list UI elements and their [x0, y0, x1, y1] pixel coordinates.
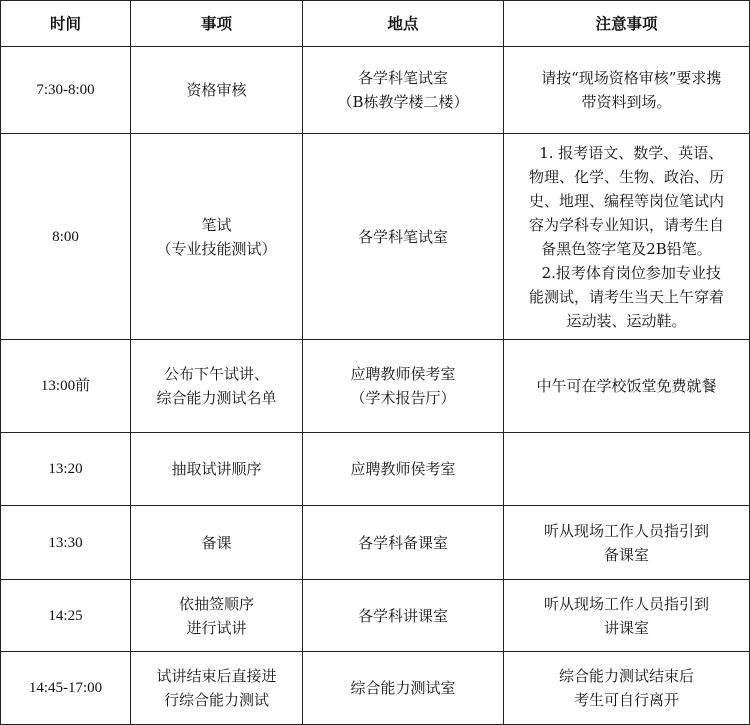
item-cell: [131, 340, 303, 433]
time-cell: 7:30-8:00: [1, 47, 131, 134]
time-cell: 13:00前: [1, 340, 131, 433]
time-cell: 13:20: [1, 433, 131, 506]
notes-line: 请按“现场资格审核”要求携: [531, 69, 722, 87]
notes-line: 物理、化学、生物、政治、历: [528, 167, 724, 186]
time-cell: 13:30: [1, 506, 131, 580]
notes-line: 听从现场工作人员指引到: [543, 521, 709, 540]
item-cell: [131, 47, 303, 134]
notes-line: 备课室: [603, 545, 649, 564]
notes-line: 带资料到场。: [581, 93, 672, 111]
item-line: 公布下午试讲、: [163, 365, 269, 383]
notes-cell: [504, 506, 750, 580]
header-row: [1, 1, 750, 47]
notes-line: 听从现场工作人员指引到: [543, 594, 709, 613]
header-notes: 注意事项: [504, 1, 750, 47]
location-cell: [303, 580, 504, 652]
item-line: 备课: [201, 533, 232, 552]
time-cell: 8:00: [1, 134, 131, 340]
location-line: 各学科备课室: [357, 533, 448, 552]
location-line: 应聘教师侯考室: [350, 460, 456, 478]
location-line: （B栋教学楼二楼）: [337, 93, 469, 111]
item-line: 依抽签顺序: [178, 594, 254, 613]
location-line: 应聘教师侯考室: [350, 365, 456, 383]
notes-line: 容为学科专业知识，请考生自: [528, 215, 724, 234]
table-row: [1, 134, 750, 340]
location-cell: [303, 340, 504, 433]
location-line: 综合能力测试室: [350, 679, 456, 697]
notes-line: 运动装、运动鞋。: [566, 311, 687, 330]
item-cell: [131, 506, 303, 580]
item-line: 试讲结束后直接进: [156, 667, 277, 685]
item-line: 行综合能力测试: [163, 691, 269, 709]
header-time: 时间: [1, 1, 131, 47]
notes-cell: [504, 47, 750, 134]
table-row: [1, 47, 750, 134]
notes-cell: [504, 134, 750, 340]
notes-line: 1. 报考语文、数学、英语、: [529, 143, 724, 162]
notes-cell-empty: [504, 433, 750, 506]
table-row: [1, 433, 750, 506]
notes-line: 中午可在学校饭堂免费就餐: [536, 377, 717, 395]
table-row: [1, 340, 750, 433]
table-row: [1, 652, 750, 725]
item-line: 进行试讲: [186, 618, 247, 637]
time-cell: 14:25: [1, 580, 131, 652]
location-line: 各学科笔试室: [357, 227, 448, 246]
location-cell: [303, 134, 504, 340]
location-cell: [303, 47, 504, 134]
item-line: 综合能力测试名单: [156, 389, 277, 407]
location-cell: [303, 506, 504, 580]
notes-line: 考生可自行离开: [573, 691, 679, 709]
header-location: 地点: [303, 1, 504, 47]
table-row: [1, 506, 750, 580]
time-cell: 14:45-17:00: [1, 652, 131, 725]
item-line: （专业技能测试）: [156, 239, 277, 258]
item-line: 资格审核: [186, 81, 247, 99]
item-cell: [131, 134, 303, 340]
location-line: 各学科讲课室: [357, 606, 448, 625]
notes-cell: [504, 340, 750, 433]
notes-line: 能测试，请考生当天上午穿着: [528, 287, 724, 306]
header-item: 事项: [131, 1, 303, 47]
item-line: 笔试: [201, 215, 232, 234]
notes-line: 讲课室: [603, 618, 649, 637]
notes-line: 综合能力测试结束后: [558, 667, 694, 685]
item-cell: [131, 433, 303, 506]
notes-line: 史、地理、编程等岗位笔试内: [528, 191, 724, 210]
item-cell: [131, 580, 303, 652]
notes-cell: [504, 652, 750, 725]
location-line: 各学科笔试室: [357, 69, 448, 87]
item-cell: [131, 652, 303, 725]
location-cell: [303, 652, 504, 725]
item-line: 抽取试讲顺序: [171, 460, 262, 478]
notes-line: 备黑色签字笔及2B铅笔。: [541, 239, 712, 258]
location-cell: [303, 433, 504, 506]
notes-cell: [504, 580, 750, 652]
table-row: [1, 580, 750, 652]
location-line: （学术报告厅）: [350, 389, 456, 407]
notes-line: 2.报考体育岗位参加专业技: [532, 263, 721, 282]
